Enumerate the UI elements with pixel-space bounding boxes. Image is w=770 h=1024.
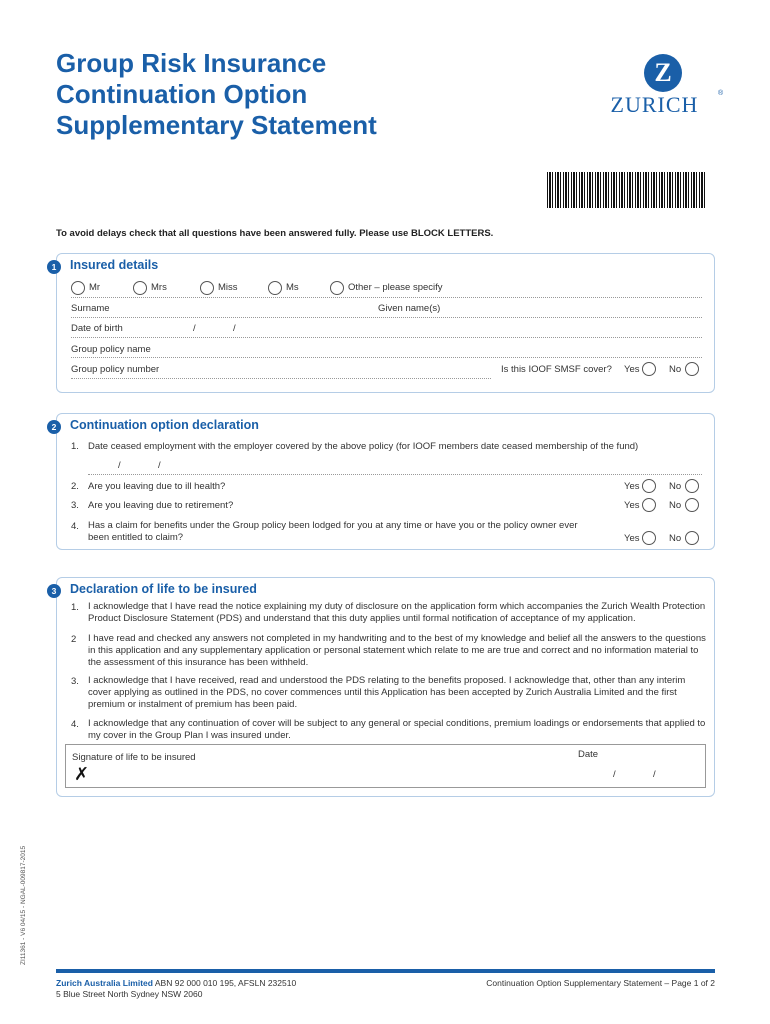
section-number: 1 — [47, 260, 61, 274]
footer-page-info: Continuation Option Supplementary Statement – Page 1 of 2 — [486, 978, 715, 988]
q3-number: 3. — [71, 500, 79, 511]
dob-sep-2: / — [233, 323, 236, 334]
q2-no-label: No — [669, 481, 682, 492]
footer-address: 5 Blue Street North Sydney NSW 2060 — [56, 989, 203, 999]
section-title: Continuation option declaration — [70, 418, 259, 432]
title-ms-radio[interactable] — [268, 281, 282, 295]
signature-x-icon: ✗ — [74, 764, 90, 784]
section-number: 3 — [47, 584, 61, 598]
title-mr-label: Mr — [89, 282, 101, 293]
surname-field[interactable] — [71, 317, 702, 318]
signature-label: Signature of life to be insured — [72, 752, 196, 763]
title-line-2: Continuation Option — [56, 79, 308, 109]
title-other-radio[interactable] — [330, 281, 344, 295]
decl-2-text: I have read and checked any answers not completed in my handwriting and to the best of my knowledge and belief all the answers to the questions in this application and any supplementary application or personal statement which relate to me are true and correct and no information material to the assessment of this insurance has been withheld. — [88, 633, 706, 668]
q4-yes-label: Yes — [624, 533, 640, 544]
group-policy-number-field[interactable] — [71, 378, 491, 379]
q3-yes-label: Yes — [624, 500, 640, 511]
barcode — [547, 172, 707, 208]
q4-no-label: No — [669, 533, 682, 544]
side-form-code: ZI11361 - V6 04/15 - NGAL-009817-2015 — [20, 845, 27, 965]
title-miss-radio[interactable] — [200, 281, 214, 295]
smsf-no-label: No — [669, 364, 682, 375]
title-mrs-radio[interactable] — [133, 281, 147, 295]
q3-text: Are you leaving due to retirement? — [88, 500, 234, 511]
q4-no-radio[interactable] — [685, 531, 699, 545]
q1-date-sep-2: / — [158, 460, 161, 471]
q3-yes-radio[interactable] — [642, 498, 656, 512]
q2-no-radio[interactable] — [685, 479, 699, 493]
registered-mark: ® — [718, 90, 724, 97]
decl-3-number: 3. — [71, 676, 79, 687]
sig-date-sep-2: / — [653, 769, 656, 780]
q4-number: 4. — [71, 521, 79, 532]
dob-sep-1: / — [193, 323, 196, 334]
decl-1-number: 1. — [71, 602, 79, 613]
smsf-no-radio[interactable] — [685, 362, 699, 376]
q3-no-radio[interactable] — [685, 498, 699, 512]
smsf-yes-label: Yes — [624, 364, 640, 375]
title-other-label: Other – please specify — [348, 282, 443, 293]
dob-field[interactable] — [71, 337, 702, 338]
footer-bar — [56, 969, 715, 973]
zurich-z-icon: Z — [644, 54, 682, 92]
title-other-line — [71, 297, 702, 298]
title-mrs-label: Mrs — [151, 282, 167, 293]
q4-text: Has a claim for benefits under the Group policy been lodged for you at any time or have you or the policy owner ever been entitled to claim? — [88, 520, 578, 543]
decl-2-number: 2 — [71, 634, 77, 645]
q1-number: 1. — [71, 441, 79, 452]
section-title: Declaration of life to be insured — [70, 582, 257, 596]
section-number: 2 — [47, 420, 61, 434]
group-policy-name-label: Group policy name — [71, 344, 151, 355]
q2-yes-radio[interactable] — [642, 479, 656, 493]
decl-4-text: I acknowledge that any continuation of cover will be subject to any general or special conditions, premium loadings or endorsements that applied to my cover in the Group Plan I was insured under. — [88, 718, 706, 741]
instruction-text: To avoid delays check that all questions have been answered fully. Please use BLOCK LETTERS. — [56, 228, 494, 239]
q1-date-field[interactable] — [88, 474, 702, 475]
q3-no-label: No — [669, 500, 682, 511]
title-ms-label: Ms — [286, 282, 299, 293]
section-insured-details — [51, 253, 715, 393]
title-line-1: Group Risk Insurance — [56, 48, 327, 78]
title-line-3: Supplementary Statement — [56, 110, 377, 140]
title-miss-label: Miss — [218, 282, 238, 293]
surname-label: Surname — [71, 303, 110, 314]
footer-company-details: ABN 92 000 010 195, AFSLN 232510 — [152, 978, 297, 988]
section-declaration-life-insured — [51, 577, 715, 797]
section-continuation-declaration — [51, 413, 715, 550]
footer-company-name: Zurich Australia Limited — [56, 978, 153, 988]
smsf-yes-radio[interactable] — [642, 362, 656, 376]
decl-3-text: I acknowledge that I have received, read and understood the PDS relating to the benefits proposed. I acknowledge that, other than any interim cover applying as outlined in the PDS, no cover commences until this Application has been accepted by Zurich Australia Limited and the first premium or instalment of premium has been paid. — [88, 675, 686, 710]
section-title: Insured details — [70, 258, 159, 272]
group-policy-name-field[interactable] — [71, 357, 702, 358]
signature-box[interactable] — [65, 744, 706, 788]
q2-number: 2. — [71, 481, 79, 492]
q4-yes-radio[interactable] — [642, 531, 656, 545]
q2-yes-label: Yes — [624, 481, 640, 492]
zurich-wordmark: ZURICH — [610, 92, 699, 117]
given-names-label: Given name(s) — [378, 303, 441, 314]
q1-text: Date ceased employment with the employer covered by the above policy (for IOOF members date ceased membership of the fund) — [88, 441, 639, 452]
title-mr-radio[interactable] — [71, 281, 85, 295]
decl-1-text: I acknowledge that I have read the notice explaining my duty of disclosure on the application form which accompanies the Zurich Wealth Protection Product Disclosure Statement (PDS) and understand that this duty applies until formal notification of acceptance of my application. — [88, 601, 706, 624]
page-title — [56, 48, 476, 141]
q1-date-sep-1: / — [118, 460, 121, 471]
dob-label: Date of birth — [71, 323, 123, 334]
decl-4-number: 4. — [71, 719, 79, 730]
group-policy-number-label: Group policy number — [71, 364, 160, 375]
footer-company-info — [56, 978, 296, 1000]
sig-date-sep-1: / — [613, 769, 616, 780]
q2-text: Are you leaving due to ill health? — [88, 481, 226, 492]
date-label: Date — [578, 749, 599, 760]
zurich-logo — [592, 54, 722, 124]
smsf-question: Is this IOOF SMSF cover? — [501, 364, 612, 375]
